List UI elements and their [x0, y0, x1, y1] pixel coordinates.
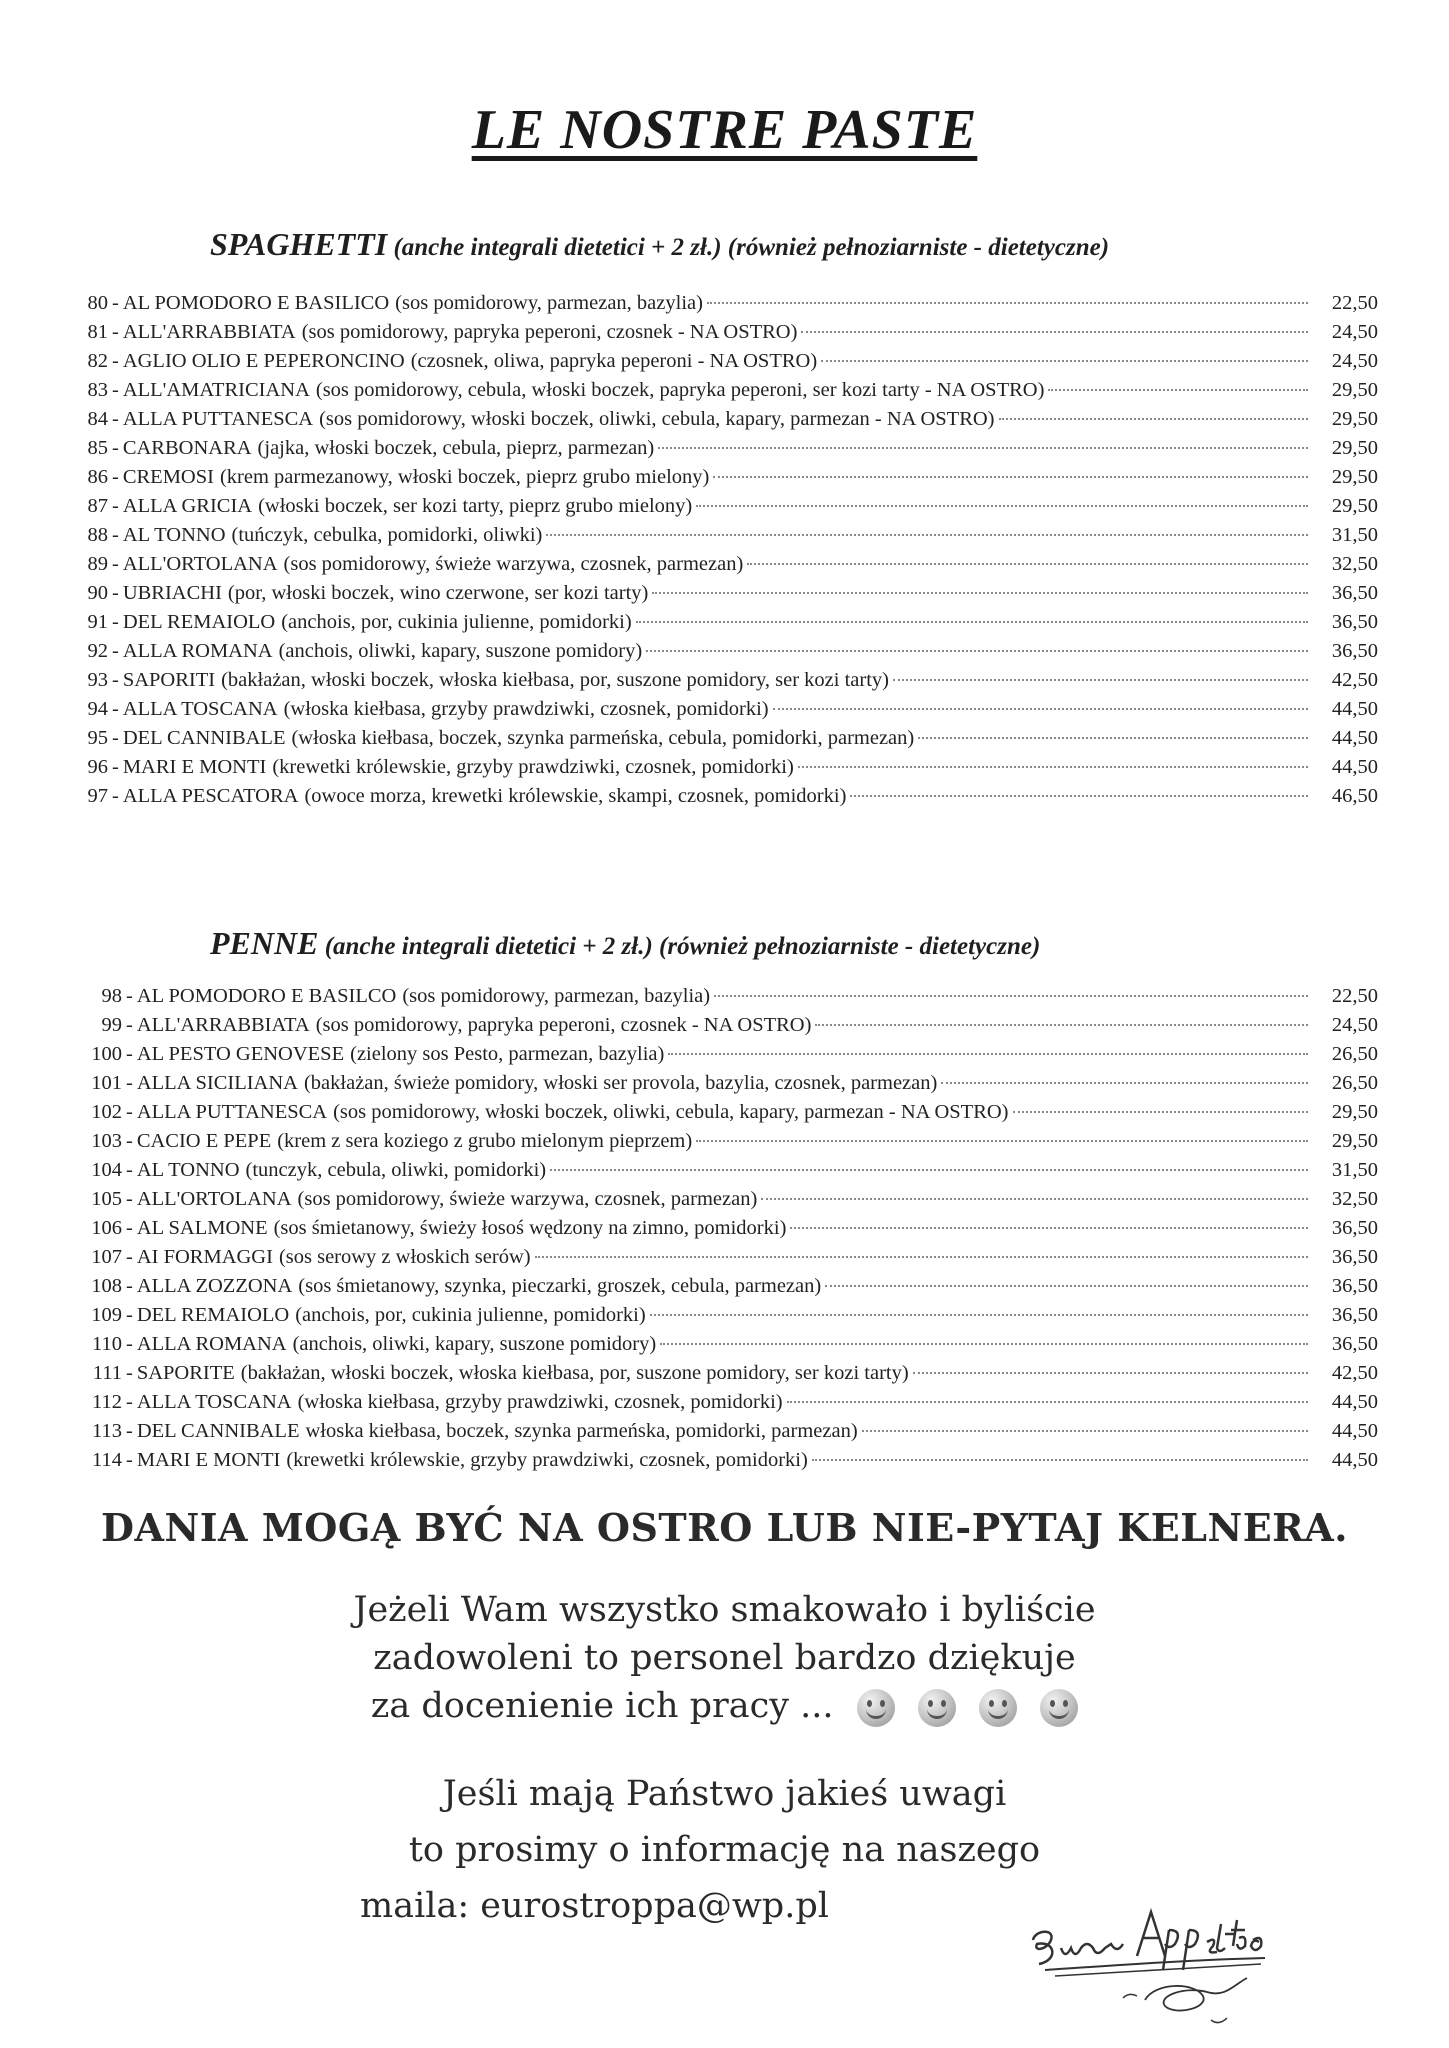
dot-leader [535, 1256, 1308, 1258]
dish-description: (sos pomidorowy, włoski boczek, oliwki, cebula, kapary, parmezan - NA OSTRO) [319, 408, 995, 430]
item-price: 24,50 [1331, 1014, 1378, 1036]
item-separator: - [126, 1043, 133, 1065]
penne-note: (anche integrali dietetici + 2 zł.) (również pełnoziarniste - dietetyczne) [318, 933, 1041, 960]
dish-name: AL TONNO [122, 524, 226, 546]
item-number: 85 [87, 437, 108, 459]
item-number: 81 [87, 321, 108, 343]
item-price: 36,50 [1331, 611, 1378, 633]
item-price: 44,50 [1331, 727, 1378, 749]
thanks-line-2: zadowoleni to personel bardzo dziękuje [373, 1638, 1076, 1678]
item-price: 42,50 [1331, 1362, 1378, 1384]
dish-name: AL TONNO [136, 1159, 240, 1181]
item-separator: - [126, 1275, 133, 1297]
item-number: 89 [87, 553, 108, 575]
item-price: 29,50 [1331, 495, 1378, 517]
item-price: 29,50 [1331, 379, 1378, 401]
page-title: LE NOSTRE PASTE [471, 99, 978, 161]
spaghetti-section-heading [210, 226, 1109, 263]
item-separator: - [112, 669, 119, 691]
menu-item [78, 437, 1378, 466]
penne-section-heading [210, 925, 1040, 962]
item-separator: - [112, 698, 119, 720]
dish-name: DEL CANNIBALE [122, 727, 286, 749]
dish-name: AL SALMONE [136, 1217, 268, 1239]
dot-leader [821, 360, 1308, 362]
thanks-line-3: za docenienie ich pracy ... [370, 1686, 834, 1726]
item-number: 108 [91, 1275, 122, 1297]
dish-name: ALLA TOSCANA [136, 1391, 292, 1413]
menu-item [78, 495, 1378, 524]
item-price: 29,50 [1331, 1130, 1378, 1152]
spicy-notice: DANIA MOGĄ BYĆ NA OSTRO LUB NIE-PYTAJ KELNERA. [101, 1505, 1348, 1550]
item-number: 107 [91, 1246, 122, 1268]
item-number: 92 [87, 640, 108, 662]
item-price: 31,50 [1331, 524, 1378, 546]
item-separator: - [112, 727, 119, 749]
dish-name: ALL'ORTOLANA [136, 1188, 292, 1210]
item-number: 109 [91, 1304, 122, 1326]
menu-item [78, 408, 1378, 437]
item-separator: - [126, 1101, 133, 1123]
dot-leader [714, 995, 1308, 997]
dish-description: (sos śmietanowy, świeży łosoś wędzony na zimno, pomidorki) [273, 1217, 787, 1239]
dish-name: AI FORMAGGI [136, 1246, 273, 1268]
item-price: 32,50 [1331, 1188, 1378, 1210]
item-number: 112 [92, 1391, 122, 1413]
dish-name: ALLA SICILIANA [136, 1072, 298, 1094]
item-price: 36,50 [1331, 1246, 1378, 1268]
dish-name: ALL'ARRABBIATA [136, 1014, 310, 1036]
item-separator: - [112, 292, 119, 314]
dot-leader [696, 1140, 1308, 1142]
menu-item [78, 1130, 1378, 1159]
menu-item [78, 553, 1378, 582]
dish-name: CACIO E PEPE [136, 1130, 272, 1152]
item-separator: - [126, 1246, 133, 1268]
item-number: 94 [87, 698, 108, 720]
dot-leader [893, 679, 1308, 681]
menu-item [78, 1246, 1378, 1275]
item-separator: - [126, 1362, 133, 1384]
dot-leader [913, 1372, 1308, 1374]
menu-item [78, 379, 1378, 408]
dot-leader [660, 1343, 1308, 1345]
item-price: 44,50 [1331, 1391, 1378, 1413]
dish-description: (tunczyk, cebula, oliwki, pomidorki) [245, 1159, 547, 1181]
dish-description: (bakłażan, świeże pomidory, włoski ser provola, bazylia, czosnek, parmezan) [303, 1072, 938, 1094]
item-price: 36,50 [1331, 1304, 1378, 1326]
item-separator: - [112, 321, 119, 343]
item-price: 36,50 [1331, 640, 1378, 662]
item-separator: - [126, 1130, 133, 1152]
item-separator: - [126, 1072, 133, 1094]
menu-item [78, 1014, 1378, 1043]
menu-item [78, 698, 1378, 727]
item-price: 22,50 [1331, 985, 1378, 1007]
menu-item [78, 669, 1378, 698]
menu-item [78, 1420, 1378, 1449]
dish-name: DEL REMAIOLO [136, 1304, 290, 1326]
item-price: 24,50 [1331, 350, 1378, 372]
dot-leader [1013, 1111, 1309, 1113]
dish-name: DEL CANNIBALE [136, 1420, 300, 1442]
dish-description: (zielony sos Pesto, parmezan, bazylia) [350, 1043, 665, 1065]
dish-description: (bakłażan, włoski boczek, włoska kiełbasa, por, suszone pomidory, ser kozi tarty) [240, 1362, 909, 1384]
menu-item [78, 1275, 1378, 1304]
item-number: 98 [101, 985, 122, 1007]
item-number: 84 [87, 408, 108, 430]
dish-name: ALLA ROMANA [136, 1333, 287, 1355]
item-number: 95 [87, 727, 108, 749]
smiley-face-icon [979, 1689, 1017, 1727]
dish-name: AL POMODORO E BASILICO [122, 292, 390, 314]
dot-leader [918, 737, 1308, 739]
menu-item [78, 756, 1378, 785]
item-number: 114 [92, 1449, 122, 1471]
dish-description: (włoski boczek, ser kozi tarty, pieprz grubo mielony) [258, 495, 693, 517]
item-separator: - [112, 756, 119, 778]
item-number: 97 [87, 785, 108, 807]
dot-leader [761, 1198, 1308, 1200]
item-price: 36,50 [1331, 1217, 1378, 1239]
dish-description: (anchois, oliwki, kapary, suszone pomidory) [292, 1333, 657, 1355]
dot-leader [790, 1227, 1308, 1229]
item-number: 83 [87, 379, 108, 401]
item-separator: - [126, 1333, 133, 1355]
dish-name: ALLA PUTTANESCA [136, 1101, 328, 1123]
menu-item [78, 350, 1378, 379]
dish-description: (anchois, por, cukinia julienne, pomidorki) [281, 611, 632, 633]
dish-name: UBRIACHI [122, 582, 222, 604]
dot-leader [825, 1285, 1308, 1287]
menu-item [78, 524, 1378, 553]
dish-description: (por, włoski boczek, wino czerwone, ser kozi tarty) [227, 582, 649, 604]
item-price: 44,50 [1331, 698, 1378, 720]
dish-description: (krem parmezanowy, włoski boczek, pieprz grubo mielony) [219, 466, 710, 488]
item-number: 105 [91, 1188, 122, 1210]
item-number: 101 [91, 1072, 122, 1094]
penne-menu-list [78, 985, 1378, 1478]
menu-item [78, 582, 1378, 611]
dish-description: (sos śmietanowy, szynka, pieczarki, groszek, cebula, parmezan) [298, 1275, 822, 1297]
dot-leader [546, 534, 1308, 536]
item-price: 22,50 [1331, 292, 1378, 314]
menu-item [78, 1391, 1378, 1420]
item-number: 93 [87, 669, 108, 691]
spaghetti-note: (anche integrali dietetici + 2 zł.) (również pełnoziarniste - dietetyczne) [387, 234, 1110, 261]
dot-leader [707, 302, 1308, 304]
thanks-line-3-row [0, 1686, 1449, 1727]
dot-leader [650, 1314, 1308, 1316]
menu-item [78, 785, 1378, 814]
dish-description: (krem z sera koziego z grubo mielonym pieprzem) [277, 1130, 693, 1152]
item-separator: - [126, 1217, 133, 1239]
menu-item [78, 1449, 1378, 1478]
item-number: 113 [92, 1420, 122, 1442]
penne-heading: PENNE [210, 925, 319, 961]
item-number: 80 [87, 292, 108, 314]
dish-description: (anchois, por, cukinia julienne, pomidorki) [295, 1304, 646, 1326]
item-price: 29,50 [1331, 437, 1378, 459]
item-separator: - [112, 553, 119, 575]
dot-leader [812, 1459, 1308, 1461]
menu-item [78, 1072, 1378, 1101]
item-price: 36,50 [1331, 582, 1378, 604]
dish-name: ALL'ORTOLANA [122, 553, 278, 575]
dish-description: (sos pomidorowy, świeże warzywa, czosnek, parmezan) [283, 553, 744, 575]
dish-description: (sos serowy z włoskich serów) [278, 1246, 531, 1268]
dish-description: (sos pomidorowy, papryka peperoni, czosnek - NA OSTRO) [315, 1014, 812, 1036]
dish-name: ALL'ARRABBIATA [122, 321, 296, 343]
dish-description: (krewetki królewskie, grzyby prawdziwki, czosnek, pomidorki) [272, 756, 794, 778]
item-separator: - [112, 640, 119, 662]
item-price: 32,50 [1331, 553, 1378, 575]
item-number: 111 [92, 1362, 122, 1384]
dish-description: (owoce morza, krewetki królewskie, skampi, czosnek, pomidorki) [304, 785, 847, 807]
item-price: 29,50 [1331, 408, 1378, 430]
menu-item [78, 611, 1378, 640]
dot-leader [999, 418, 1309, 420]
item-number: 110 [92, 1333, 122, 1355]
dot-leader [550, 1169, 1308, 1171]
item-separator: - [126, 985, 133, 1007]
dish-description: (sos pomidorowy, papryka peperoni, czosnek - NA OSTRO) [301, 321, 798, 343]
dish-description: (czosnek, oliwa, papryka peperoni - NA OSTRO) [410, 350, 818, 372]
menu-item [78, 985, 1378, 1014]
menu-item [78, 727, 1378, 756]
buon-appetito-signature [1025, 1900, 1285, 2030]
dot-leader [713, 476, 1308, 478]
item-separator: - [126, 1449, 133, 1471]
spaghetti-heading: SPAGHETTI [210, 226, 388, 262]
feedback-line-2: to prosimy o informację na naszego [408, 1830, 1041, 1870]
menu-item [78, 1362, 1378, 1391]
menu-item [78, 466, 1378, 495]
dot-leader [1048, 389, 1308, 391]
dish-description: włoska kiełbasa, boczek, szynka parmeńska, pomidorki, parmezan) [305, 1420, 858, 1442]
item-price: 31,50 [1331, 1159, 1378, 1181]
dish-description: (sos pomidorowy, świeże warzywa, czosnek, parmezan) [297, 1188, 758, 1210]
dish-name: DEL REMAIOLO [122, 611, 276, 633]
item-price: 29,50 [1331, 466, 1378, 488]
item-separator: - [126, 1188, 133, 1210]
item-price: 36,50 [1331, 1333, 1378, 1355]
dot-leader [636, 621, 1308, 623]
dot-leader [696, 505, 1308, 507]
dish-name: CREMOSI [122, 466, 214, 488]
item-number: 104 [91, 1159, 122, 1181]
item-price: 36,50 [1331, 1275, 1378, 1297]
dish-name: ALL'AMATRICIANA [122, 379, 310, 401]
item-price: 26,50 [1331, 1072, 1378, 1094]
smiley-face-icon [857, 1689, 895, 1727]
menu-item [78, 1188, 1378, 1217]
dish-description: (tuńczyk, cebulka, pomidorki, oliwki) [231, 524, 543, 546]
dot-leader [747, 563, 1308, 565]
item-number: 96 [87, 756, 108, 778]
dish-name: ALLA PESCATORA [122, 785, 299, 807]
item-number: 102 [91, 1101, 122, 1123]
dish-description: (sos pomidorowy, włoski boczek, oliwki, cebula, kapary, parmezan - NA OSTRO) [333, 1101, 1009, 1123]
dish-description: (sos pomidorowy, parmezan, bazylia) [395, 292, 703, 314]
item-separator: - [126, 1304, 133, 1326]
item-number: 82 [87, 350, 108, 372]
item-number: 90 [87, 582, 108, 604]
smiley-face-icon [1040, 1689, 1078, 1727]
feedback-line-1: Jeśli mają Państwo jakieś uwagi [442, 1774, 1007, 1814]
item-price: 46,50 [1331, 785, 1378, 807]
dish-description: (sos pomidorowy, cebula, włoski boczek, papryka peperoni, ser kozi tarty - NA OSTRO) [315, 379, 1045, 401]
dish-description: (włoska kiełbasa, grzyby prawdziwki, czosnek, pomidorki) [283, 698, 769, 720]
item-price: 24,50 [1331, 321, 1378, 343]
item-separator: - [112, 350, 119, 372]
menu-item [78, 321, 1378, 350]
item-separator: - [126, 1420, 133, 1442]
dish-name: SAPORITI [122, 669, 216, 691]
dot-leader [646, 650, 1308, 652]
dish-description: (włoska kiełbasa, grzyby prawdziwki, czosnek, pomidorki) [297, 1391, 783, 1413]
dish-name: MARI E MONTI [136, 1449, 281, 1471]
dish-name: ALLA TOSCANA [122, 698, 278, 720]
dish-description: (bakłażan, włoski boczek, włoska kiełbasa, por, suszone pomidory, ser kozi tarty) [221, 669, 889, 691]
menu-item [78, 1304, 1378, 1333]
item-separator: - [126, 1014, 133, 1036]
dish-name: ALLA PUTTANESCA [122, 408, 314, 430]
item-price: 26,50 [1331, 1043, 1378, 1065]
item-number: 100 [91, 1043, 122, 1065]
dish-name: ALLA GRICIA [122, 495, 253, 517]
item-price: 29,50 [1331, 1101, 1378, 1123]
menu-item [78, 1159, 1378, 1188]
item-separator: - [112, 495, 119, 517]
dish-name: AGLIO OLIO E PEPERONCINO [122, 350, 405, 372]
spaghetti-menu-list [78, 292, 1378, 814]
dish-description: (jajka, włoski boczek, cebula, pieprz, parmezan) [257, 437, 655, 459]
menu-item [78, 292, 1378, 321]
menu-item [78, 1043, 1378, 1072]
dot-leader [815, 1024, 1308, 1026]
item-number: 106 [91, 1217, 122, 1239]
dot-leader [787, 1401, 1308, 1403]
dot-leader [798, 766, 1308, 768]
dish-name: AL POMODORO E BASILCO [136, 985, 397, 1007]
dot-leader [941, 1082, 1308, 1084]
dot-leader [862, 1430, 1308, 1432]
item-separator: - [112, 785, 119, 807]
item-separator: - [126, 1159, 133, 1181]
dot-leader [773, 708, 1308, 710]
menu-item [78, 1333, 1378, 1362]
thanks-line-1: Jeżeli Wam wszystko smakowało i byliście [353, 1590, 1096, 1630]
item-number: 86 [87, 466, 108, 488]
dish-name: ALLA ROMANA [122, 640, 273, 662]
item-price: 44,50 [1331, 756, 1378, 778]
dish-description: (krewetki królewskie, grzyby prawdziwki, czosnek, pomidorki) [286, 1449, 808, 1471]
dish-name: SAPORITE [136, 1362, 235, 1384]
dish-name: ALLA ZOZZONA [136, 1275, 293, 1297]
menu-item [78, 640, 1378, 669]
dish-description: (sos pomidorowy, parmezan, bazylia) [402, 985, 711, 1007]
dot-leader [850, 795, 1308, 797]
item-separator: - [112, 524, 119, 546]
item-separator: - [112, 582, 119, 604]
dish-name: AL PESTO GENOVESE [136, 1043, 345, 1065]
item-separator: - [126, 1391, 133, 1413]
item-separator: - [112, 437, 119, 459]
item-price: 44,50 [1331, 1420, 1378, 1442]
feedback-email: maila: eurostroppa@wp.pl [360, 1886, 829, 1926]
dish-name: MARI E MONTI [122, 756, 267, 778]
menu-item [78, 1217, 1378, 1246]
smiley-face-icon [918, 1689, 956, 1727]
dish-description: (włoska kiełbasa, boczek, szynka parmeńska, cebula, pomidorki, parmezan) [291, 727, 915, 749]
dot-leader [801, 331, 1308, 333]
dish-description: (anchois, oliwki, kapary, suszone pomidory) [278, 640, 643, 662]
item-separator: - [112, 379, 119, 401]
dot-leader [668, 1053, 1308, 1055]
menu-item [78, 1101, 1378, 1130]
item-separator: - [112, 466, 119, 488]
item-price: 42,50 [1331, 669, 1378, 691]
item-number: 91 [87, 611, 108, 633]
item-number: 103 [91, 1130, 122, 1152]
item-separator: - [112, 408, 119, 430]
dot-leader [652, 592, 1308, 594]
item-separator: - [112, 611, 119, 633]
item-number: 87 [87, 495, 108, 517]
item-number: 99 [101, 1014, 122, 1036]
dot-leader [658, 447, 1308, 449]
item-price: 44,50 [1331, 1449, 1378, 1471]
item-number: 88 [87, 524, 108, 546]
dish-name: CARBONARA [122, 437, 252, 459]
